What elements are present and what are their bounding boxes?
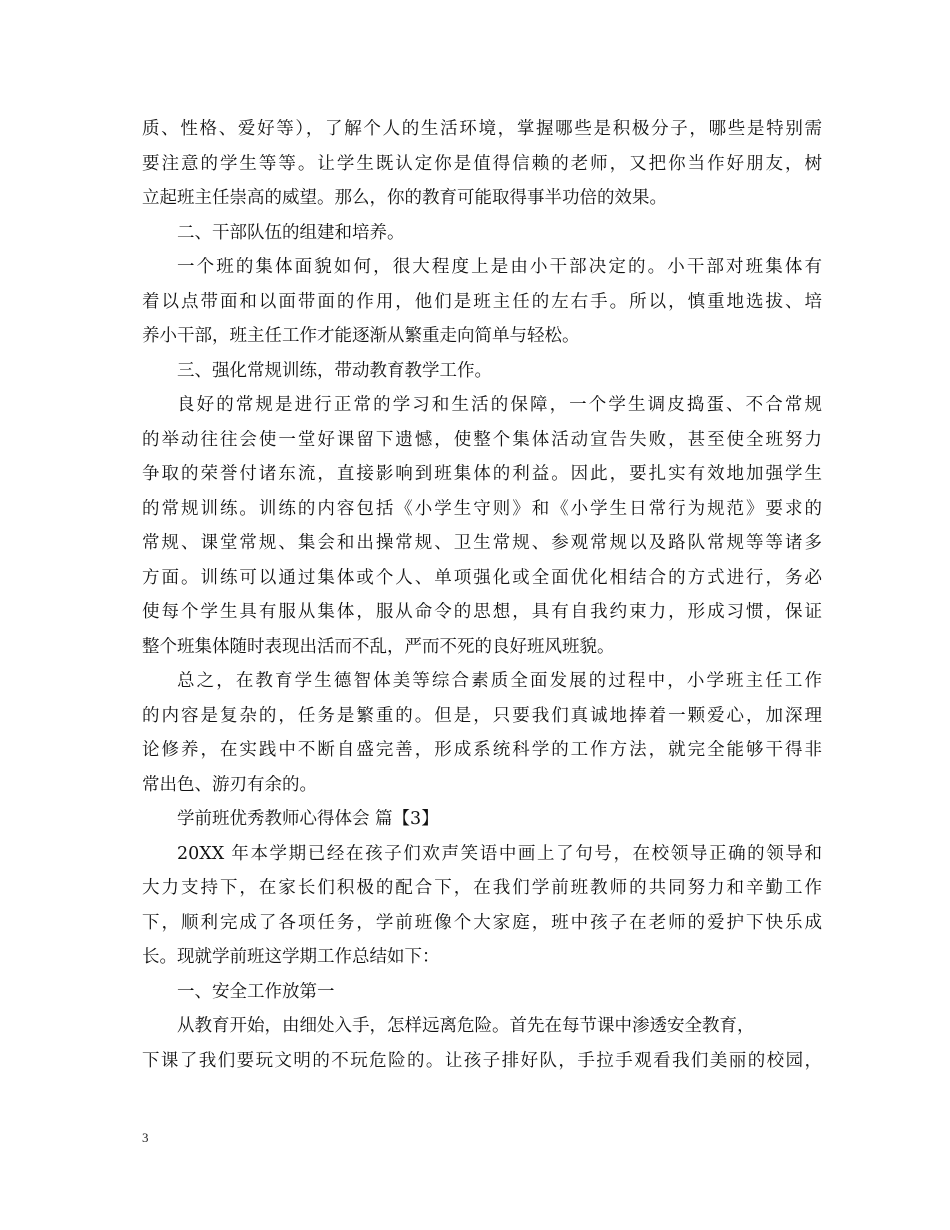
document-body [142, 112, 822, 1078]
text-line: 着以点带面和以面带面的作用，他们是班主任的左右手。所以，慎重地选拔、培 [142, 291, 822, 312]
text-line: 的常规训练。训练的内容包括《小学生守则》和《小学生日常行为规范》要求的 [142, 498, 822, 519]
text-line: 争取的荣誉付诸东流，直接影响到班集体的利益。因此，要扎实有效地加强学生 [142, 464, 822, 484]
text-line: 常规、课堂常规、集会和出操常规、卫生常规、参观常规以及路队常规等等诸多 [142, 533, 822, 553]
text-line: 的举动往往会使一堂好课留下遗憾，使整个集体活动宣告失败，甚至使全班努力 [142, 429, 822, 450]
text-line: 常出色、游刃有余的。 [142, 774, 317, 795]
text-line: 论修养，在实践中不断自盛完善，形成系统科学的工作方法，就完全能够干得非 [142, 740, 822, 760]
text-line: 使每个学生具有服从集体，服从命令的思想，具有自我约束力，形成习惯，保证 [142, 602, 822, 622]
page-number: 3 [142, 1130, 149, 1145]
text-line: 下课了我们要玩文明的不玩危险的。让孩子排好队，手拉手观看我们美丽的校园， [142, 1050, 822, 1071]
text-line: 下，顺利完成了各项任务，学前班像个大家庭，班中孩子在老师的爱护下快乐成 [142, 912, 822, 933]
text-line: 从教育开始，由细处入手，怎样远离危险。首先在每节课中渗透安全教育， [177, 1016, 755, 1036]
text-line: 要注意的学生等等。让学生既认定你是值得信赖的老师，又把你当作好朋友，树 [142, 153, 822, 174]
text-line: 一个班的集体面貌如何，很大程度上是由小干部决定的。小干部对班集体有 [177, 257, 822, 277]
text-line: 立起班主任崇高的威望。那么，你的教育可能取得事半功倍的效果。 [142, 188, 667, 208]
text-line: 方面。训练可以通过集体或个人、单项强化或全面优化相结合的方式进行，务必 [142, 567, 822, 588]
text-line: 20XX 年本学期已经在孩子们欢声笑语中画上了句号，在校领导正确的领导和 [177, 843, 822, 864]
text-line: 良好的常规是进行正常的学习和生活的保障，一个学生调皮捣蛋、不合常规 [177, 395, 822, 415]
text-line: 学前班优秀教师心得体会 篇【3】 [177, 809, 439, 829]
text-line: 的内容是复杂的，任务是繁重的。但是，只要我们真诚地捧着一颗爱心，加深理 [142, 705, 822, 726]
text-line: 整个班集体随时表现出活而不乱，严而不死的良好班风班貌。 [142, 636, 615, 657]
text-line: 总之，在教育学生德智体美等综合素质全面发展的过程中，小学班主任工作 [177, 671, 822, 691]
text-line: 长。现就学前班这学期工作总结如下： [142, 947, 440, 967]
text-line: 一、安全工作放第一 [177, 981, 335, 1002]
text-line: 二、干部队伍的组建和培养。 [177, 222, 405, 243]
text-line: 大力支持下，在家长们积极的配合下，在我们学前班教师的共同努力和辛勤工作 [142, 878, 822, 898]
text-line: 三、强化常规训练，带动教育教学工作。 [177, 360, 492, 381]
text-line: 养小干部，班主任工作才能逐渐从繁重走向简单与轻松。 [142, 326, 580, 346]
text-line: 质、性格、爱好等），了解个人的生活环境，掌握哪些是积极分子，哪些是特别需 [142, 119, 822, 139]
